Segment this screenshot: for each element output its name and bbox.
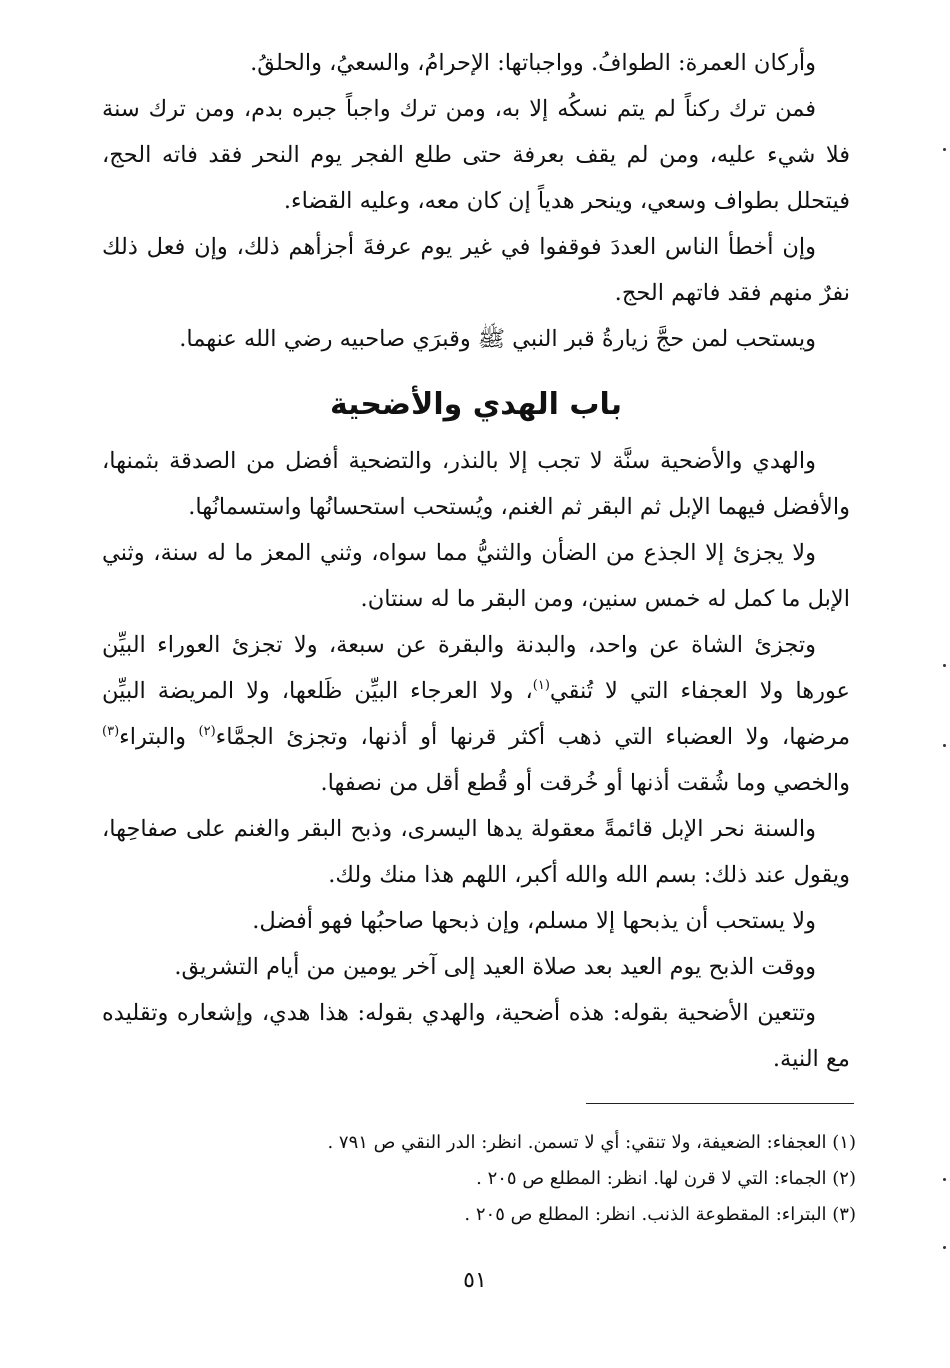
paragraph-age-requirements: ولا يجزئ إلا الجذع من الضأن والثنيُّ مما سواه، وثني المعز ما له سنة، وثني الإبل ما كمل له خمس سنين، ومن البقر ما له سنتان.: [102, 540, 850, 612]
margin-mark: [943, 744, 946, 747]
footnote-divider: [586, 1103, 854, 1104]
paragraph-umrah-pillars: وأركان العمرة: الطوافُ. وواجباتها: الإحرامُ، والسعيُ، والحلقُ.: [250, 50, 816, 76]
paragraph-omissions: فمن ترك ركناً لم يتم نسكُه إلا به، ومن ترك واجباً جبره بدم، ومن ترك سنة فلا شيء عليه، ومن لم يقف بعرفة حتى طلع الفجر يوم النحر فقد فاته الحج، فيتحلل بطواف وسعي، وينحر هدياً إن كان معه، وعليه القضاء.: [102, 96, 850, 214]
paragraph-counting-error: وإن أخطأ الناس العددَ فوقفوا في غير يوم عرفةَ أجزأهم ذلك، وإن فعل ذلك نفرٌ منهم فقد فاتهم الحج.: [102, 234, 850, 306]
margin-mark: [943, 1246, 946, 1249]
paragraph-designation: وتتعين الأضحية بقوله: هذه أضحية، والهدي بقوله: هذا هدي، وإشعاره وتقليده مع النية.: [102, 1000, 850, 1072]
footnotes: [180, 1125, 856, 1233]
footnote-marker-2: (٢): [198, 724, 216, 739]
paragraph-who-slaughters: ولا يستحب أن يذبحها إلا مسلم، وإن ذبحها صاحبُها فهو أفضل.: [252, 908, 816, 934]
footnote-2: (٢) الجماء: التي لا قرن لها. انظر: المطلع ص ٢٠٥ .: [476, 1168, 856, 1189]
paragraph-slaughter-time: ووقت الذبح يوم العيد بعد صلاة العيد إلى آخر يومين من أيام التشريق.: [174, 954, 816, 980]
footnote-marker-1: (١): [532, 678, 550, 693]
paragraph-defects: [102, 622, 850, 806]
defects-text-2: ، ولا العرجاء البيِّن ظَلعها، ولا المريضة البيِّن مرضها، ولا العضباء التي ذهب أكثر قرنها أو أذنها، وتجزئ الجمَّاء: [102, 678, 850, 750]
page-body: [102, 40, 850, 1082]
footnote-marker-3: (٣): [102, 724, 120, 739]
section-title: باب الهدي والأضحية: [329, 387, 623, 422]
footnote-1: (١) العجفاء: الضعيفة، ولا تنقي: أي لا تسمن. انظر: الدر النقي ص ٧٩١ .: [327, 1132, 856, 1153]
defects-text-1: وتجزئ الشاة عن واحد، والبدنة والبقرة عن سبعة، ولا تجزئ العوراء البيِّن عورها ولا العجفاء التي لا تُنقي: [102, 632, 850, 704]
footnote-3: (٣) البتراء: المقطوعة الذنب. انظر: المطلع ص ٢٠٥ .: [464, 1204, 856, 1225]
margin-mark: [943, 1178, 946, 1181]
defects-text-4: والخصي وما شُقت أذنها أو خُرقت أو قُطع أقل من نصفها.: [320, 770, 850, 796]
margin-mark: [943, 664, 946, 667]
paragraph-visiting-grave: ويستحب لمن حجَّ زيارةُ قبر النبي ﷺ وقبرَي صاحبيه رضي الله عنهما.: [179, 326, 816, 352]
defects-text-3: والبتراء: [119, 724, 199, 750]
page-number: ٥١: [463, 1268, 487, 1293]
paragraph-slaughter-method: والسنة نحر الإبل قائمةً معقولة يدها اليسرى، وذبح البقر والغنم على صفاحِها، ويقول عند ذلك: بسم الله والله أكبر، اللهم هذا منك ولك.: [102, 816, 850, 888]
paragraph-sacrifice-sunnah: والهدي والأضحية سنَّة لا تجب إلا بالنذر، والتضحية أفضل من الصدقة بثمنها، والأفضل فيهما الإبل ثم البقر ثم الغنم، ويُستحب استحسانُها واستسمانُها.: [102, 448, 850, 520]
margin-mark: [943, 148, 946, 151]
